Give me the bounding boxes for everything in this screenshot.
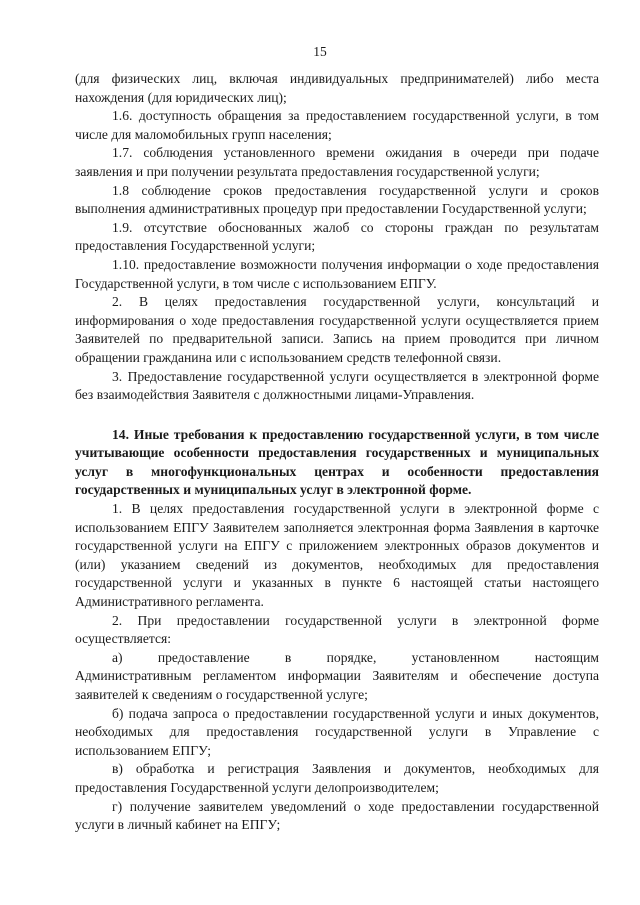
paragraph: 3. Предоставление государственной услуги осуществляется в электронной форме без взаимодействия Заявителя с должностными лицами-Управления. (75, 368, 599, 403)
paragraph: (для физических лиц, включая индивидуальных предпринимателей) либо места нахождения (для юридических лиц); (75, 71, 599, 105)
paragraph: 2. При предоставлении государственной услуги в электронной форме осуществляется: (75, 612, 599, 647)
section-gap (75, 405, 599, 426)
paragraph: 1.10. предоставление возможности получения информации о ходе предоставления Государственной услуги, в том числе с использованием ЕПГУ. (75, 256, 599, 291)
list-item-a-word: в (284, 649, 292, 665)
paragraph: 1.7. соблюдения установленного времени ожидания в очереди при подаче заявления и при получении результата предоставления государственной услуги; (75, 145, 599, 179)
paragraph: 1.6. доступность обращения за предоставлением государственной услуги, в том числе для маломобильных групп населения; (75, 108, 599, 142)
page-number: 15 (313, 44, 327, 59)
paragraphs-after (75, 500, 599, 649)
paragraph: г) получение заявителем уведомлений о ходе предоставлении государственной услуги в личный кабинет на ЕПГУ; (75, 798, 599, 833)
list-item-a-first-line (75, 649, 599, 668)
list-item-a-word: установленном (411, 649, 500, 665)
paragraphs-before (75, 70, 599, 405)
section-heading: 14. Иные требования к предоставлению государственной услуги, в том числе учитывающие особенности предоставления государственных и муниципальных услуг в многофункциональных центрах и особенности предоставления государственных и муниципальных услуг в электронной форме. (75, 426, 599, 498)
paragraphs-end (75, 705, 599, 835)
paragraph: 1.9. отсутствие обоснованных жалоб со стороны граждан по результатам предоставления Государственной услуги; (75, 219, 599, 254)
paragraph: 1.8 соблюдение сроков предоставления государственной услуги и сроков выполнения административных процедур при предоставлении Государственной услуги; (75, 182, 599, 217)
list-item-a-rest: Административным регламентом информации Заявителям и обеспечение доступа заявителей к сведениям о государственной услуге; (75, 668, 599, 702)
list-item-a-word: настоящим (534, 649, 599, 665)
paragraph: б) подача запроса о предоставлении государственной услуги и иных документов, необходимых для предоставления государственной услуги в Управление с использованием ЕПГУ; (75, 705, 599, 758)
list-item-a-word: предоставление (157, 649, 250, 665)
paragraph: в) обработка и регистрация Заявления и документов, необходимых для предоставления Государственной услуги делопроизводителем; (75, 761, 599, 795)
list-item-a-word: а) (112, 649, 123, 665)
document-body (75, 70, 599, 835)
paragraph: 1. В целях предоставления государственной услуги в электронной форме с использованием ЕПГУ Заявителем заполняется электронная форма Заявления в карточке государственной услуги на ЕПГУ с приложением электронных образов документов и (или) указанием сведений из документов, необходимых для предоставления государственной услуги и указанных в пункте 6 настоящей статьи настоящего Административного регламента. (75, 501, 599, 610)
paragraph: 2. В целях предоставления государственной услуги, консультаций и информирования о ходе предоставления государственной услуги осуществляется прием Заявителей по предварительной записи. Запись на прием проводится при личном обращении гражданина или с использованием средств телефонной связи. (75, 294, 599, 365)
list-item-a-word: порядке, (326, 649, 377, 665)
